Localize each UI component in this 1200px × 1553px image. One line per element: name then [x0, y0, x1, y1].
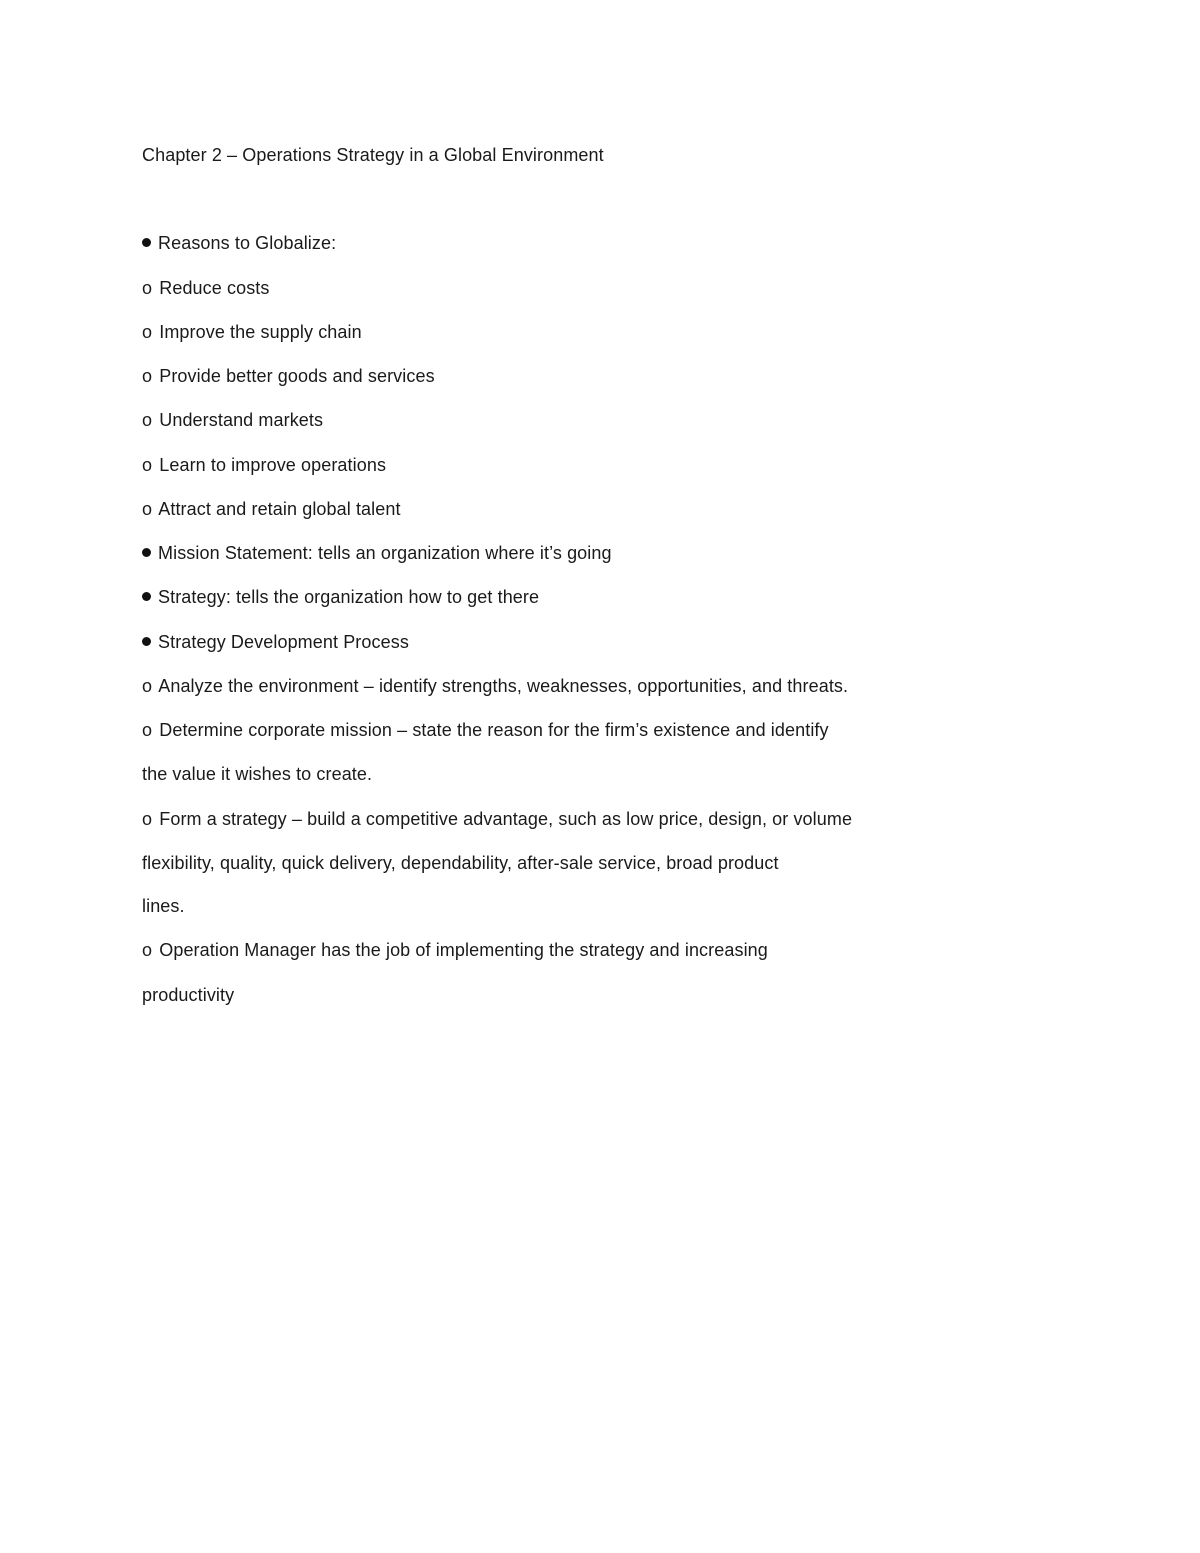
list-item-process	[142, 674, 848, 698]
list-item-process-heading	[142, 630, 409, 654]
list-item-text: Reasons to Globalize:	[158, 233, 337, 253]
list-item-process	[142, 718, 829, 742]
list-item-text: Attract and retain global talent	[158, 499, 401, 519]
list-item-reason	[142, 453, 386, 477]
list-item-reason	[142, 320, 362, 344]
list-item-continuation: the value it wishes to create.	[142, 764, 373, 784]
list-item-text: Mission Statement: tells an organization where it’s going	[158, 543, 612, 563]
sub-bullet-marker: o	[142, 278, 153, 298]
list-item-process	[142, 807, 852, 831]
list-item-text: Operation Manager has the job of implementing the strategy and increasing	[159, 940, 768, 960]
list-item-text: Analyze the environment – identify strengths, weaknesses, opportunities, and threats.	[158, 676, 849, 696]
sub-bullet-marker: o	[142, 720, 153, 740]
list-item-mission	[142, 541, 612, 565]
sub-bullet-marker: o	[142, 410, 153, 430]
list-item-text: Form a strategy – build a competitive advantage, such as low price, design, or volume	[159, 809, 853, 829]
list-item-text: Strategy: tells the organization how to get there	[158, 587, 540, 607]
page-title: Chapter 2 – Operations Strategy in a Global Environment	[142, 145, 604, 165]
list-item-text: Determine corporate mission – state the reason for the firm’s existence and identify	[159, 720, 829, 740]
sub-bullet-marker: o	[142, 809, 153, 829]
list-item-continuation: lines.	[142, 896, 185, 916]
sub-bullet-marker: o	[142, 455, 153, 475]
list-item-text: Improve the supply chain	[159, 322, 362, 342]
list-item-process	[142, 938, 768, 962]
list-item-continuation: flexibility, quality, quick delivery, dependability, after-sale service, broad product	[142, 853, 779, 873]
list-item-text: Learn to improve operations	[159, 455, 387, 475]
list-item-continuation: productivity	[142, 985, 235, 1005]
sub-bullet-marker: o	[142, 940, 153, 960]
list-item-strategy	[142, 585, 539, 609]
sub-bullet-marker: o	[142, 366, 153, 386]
sub-bullet-marker: o	[142, 676, 153, 696]
list-item-reason	[142, 276, 270, 300]
bullet-icon	[142, 637, 151, 646]
bullet-icon	[142, 548, 151, 557]
list-item-text: Understand markets	[159, 410, 324, 430]
list-item-reason	[142, 408, 323, 432]
list-item-text: Reduce costs	[159, 278, 270, 298]
list-item-reason	[142, 497, 401, 521]
bullet-icon	[142, 592, 151, 601]
list-item-reasons-heading	[142, 231, 336, 255]
sub-bullet-marker: o	[142, 322, 153, 342]
bullet-icon	[142, 238, 151, 247]
list-item-text: Strategy Development Process	[158, 632, 409, 652]
list-item-text: Provide better goods and services	[159, 366, 435, 386]
list-item-reason	[142, 364, 435, 388]
sub-bullet-marker: o	[142, 499, 153, 519]
